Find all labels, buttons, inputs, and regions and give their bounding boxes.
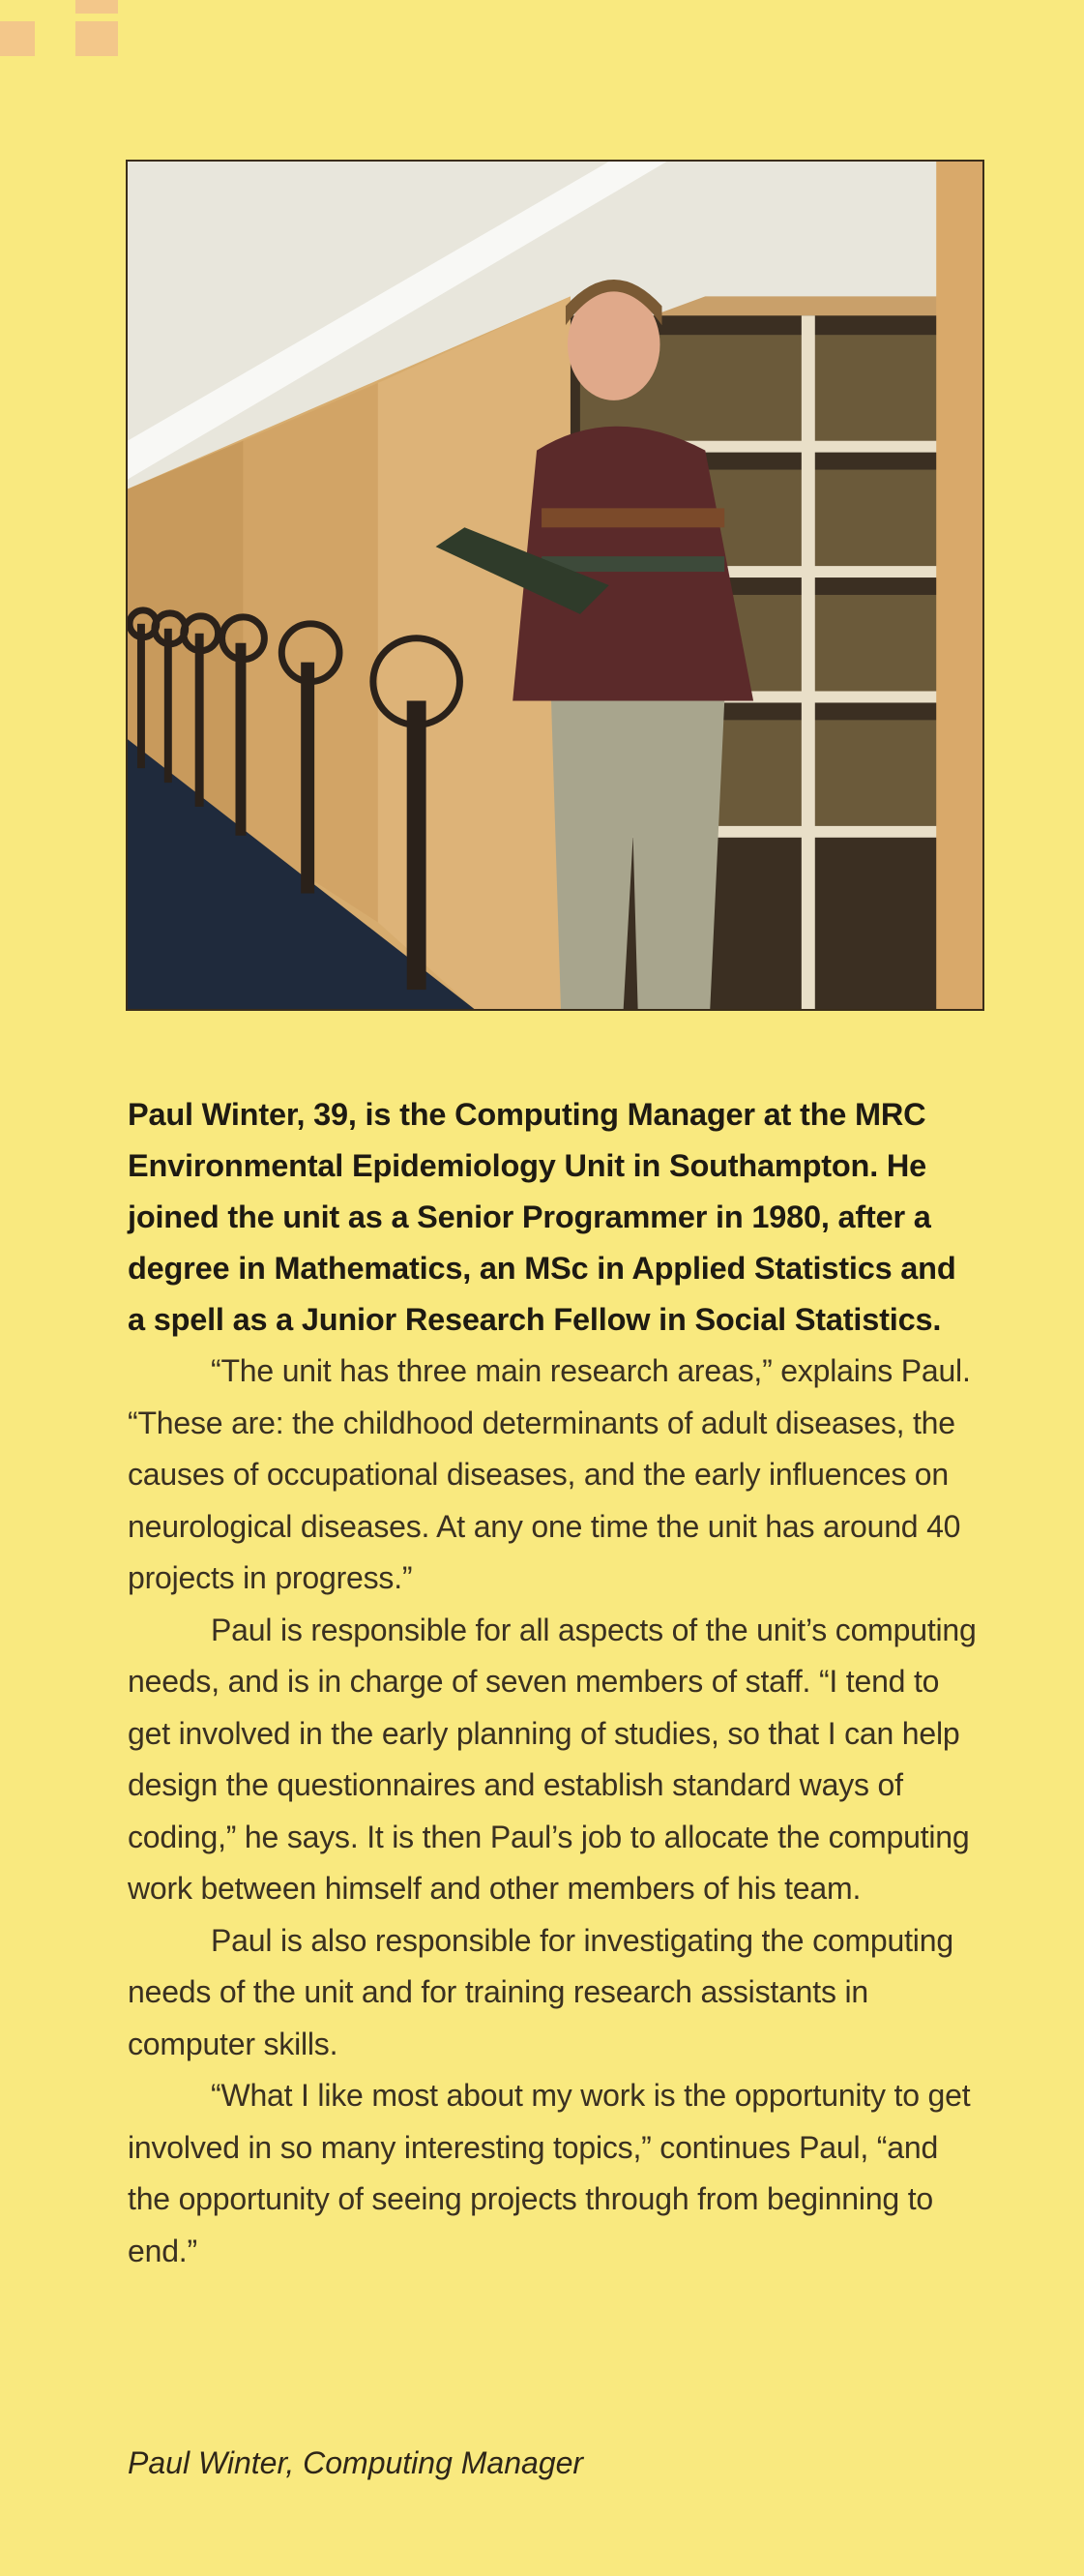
portrait-photo (126, 160, 984, 1011)
body-paragraph: “The unit has three main research areas,” explains Paul. “These are: the childhood determinants of adult diseases, the causes of occupational diseases, and the early influences on neurological diseases. At any one time the unit has around 40 projects in progress.” (128, 1353, 971, 1595)
body-paragraph: Paul is also responsible for investigating the computing needs of the unit and for training research assistants in computer skills. (128, 1922, 953, 2061)
article-body (128, 1089, 979, 2277)
photo-caption: Paul Winter, Computing Manager (128, 2445, 584, 2480)
body-paragraph: “What I like most about my work is the opportunity to get involved in so many interesting topics,” continues Paul, “and the opportunity of seeing projects through from beginning to end.” (128, 2078, 971, 2268)
lead-paragraph: Paul Winter, 39, is the Computing Manager at the MRC Environmental Epidemiology Unit in Southampton. He joined the unit as a Senior Programmer in 1980, after a degree in Mathematics, an MSc in Applied Statistics and a spell as a Junior Research Fellow in Social Statistics. (128, 1097, 956, 1337)
corner-decoration (0, 0, 118, 58)
body-paragraph: Paul is responsible for all aspects of the unit’s computing needs, and is in charge of seven members of staff. “I tend to get involved in the early planning of studies, so that I can help design the questionnaires and establish standard ways of coding,” he says. It is then Paul’s job to allocate the computing work between himself and other members of his team. (128, 1612, 977, 1906)
